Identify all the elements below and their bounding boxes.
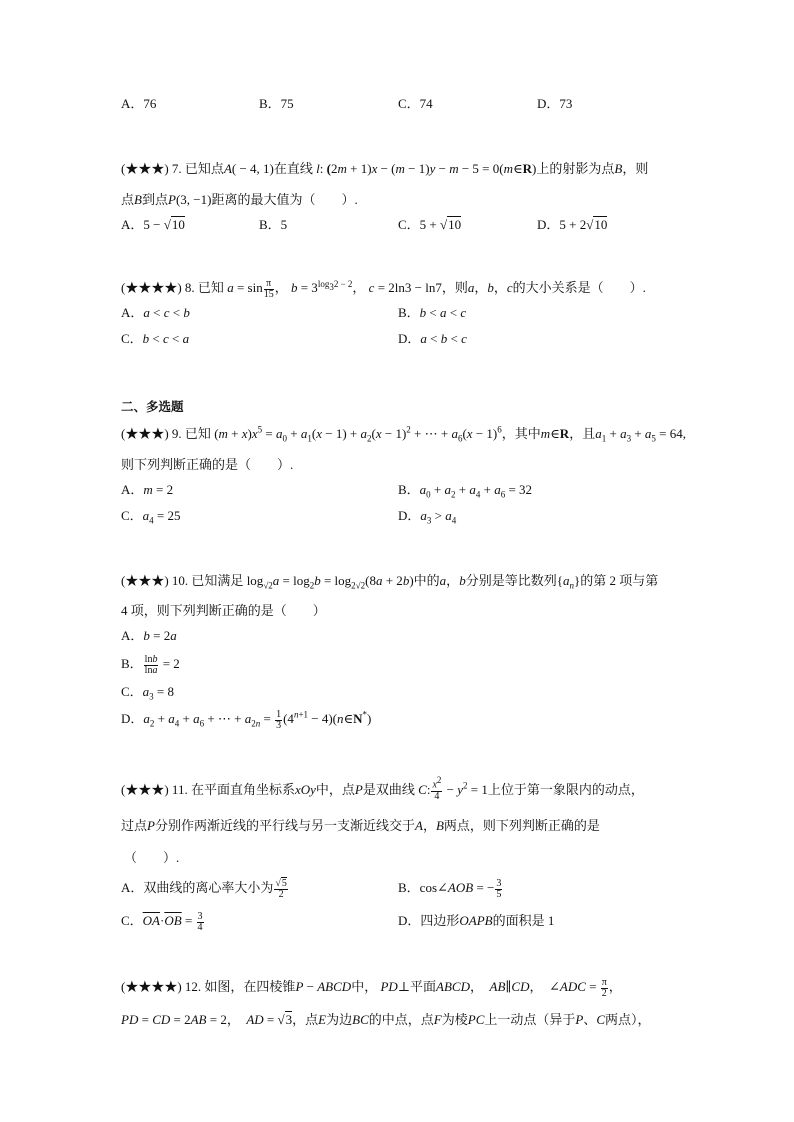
q12-stars: (★★★★) (121, 979, 182, 994)
q10-text: 分别是等比数列 (465, 573, 557, 588)
q9-text: 其中 (514, 426, 541, 441)
q7-option-b: B．5 (259, 217, 288, 232)
q12-text: 两点）， (605, 1012, 651, 1027)
q9-number: 9. (171, 426, 182, 441)
q12-text: 如图，在四棱锥 (204, 979, 296, 994)
q8-option-b: B．b < a < c (398, 305, 467, 320)
q8-option-a: A．a < c < b (121, 305, 190, 320)
q10-text: 的第 2 项与第 (580, 573, 659, 588)
q12-text: 的中点，点 (368, 1012, 434, 1027)
q10-number: 10. (171, 573, 189, 588)
q10-text: 中的 (413, 573, 440, 588)
q11-option-d: D．四边形OAPB的面积是 1 (398, 913, 555, 928)
q10-option-d: D．$a_2 + a_4 + a_6$ + ⋯ + $a_{2n}$ = $\frac{1}{3}$ ($4^{n+1}$ − 4)(n∈N*) (121, 708, 372, 731)
q9-text: 且 (582, 426, 596, 441)
q7-stars: (★★★) (121, 161, 169, 176)
q7-option-a: A．5 − √10 (121, 217, 185, 232)
q11-text: 中，点 (315, 782, 355, 797)
q12-line-2: PD = CD = 2AB = 2， AD = √3，点E为边BC的中点，点F为棱PC上一动点（异于P、C两点）， (121, 1012, 651, 1027)
q6-option-b: B．75 (259, 96, 294, 111)
q12-text: 为棱 (441, 1012, 468, 1027)
q8-option-d: D．a < b < c (398, 331, 467, 346)
q12-text: 上一动点（异于 (484, 1012, 576, 1027)
q11-text: 分别作两渐近线的平行线与另一支渐近线交于 (154, 818, 415, 833)
q12-line-1: (★★★★) 12. 如图，在四棱锥P − ABCD中， PD⊥平面ABCD， AB∥CD， ∠ADC = $\frac{\pi}{2}$ ， (121, 976, 622, 999)
q7-text: 距离的最大值为（ ）. (211, 192, 358, 207)
q8-line-1: (★★★★) 8. 已知 a = sin $\frac{\pi}{15}$ ， $b = 3^{log_32 - 2}$， c = 2ln3 − ln7，则a，b，c的大小关系是（ ）. (121, 277, 646, 300)
q10-option-c: C．$a_3 = 8$ (121, 684, 175, 702)
q11-line-1: (★★★) 11. 在平面直角坐标系xOy中，点P是双曲线 C: $\frac{x^2}{4}$ − $y^2 = 1$上位于第一象限内的动点， (121, 775, 644, 802)
q10-option-a: A．b = 2a (121, 628, 177, 643)
q7-option-d: D．5 + 2√10 (537, 217, 608, 232)
q8-stars: (★★★★) (121, 280, 182, 295)
q11-option-a: A．双曲线的离心率大小为 $\frac{√5}{2}$ (121, 877, 287, 900)
q6-option-d: D．73 (537, 96, 573, 111)
section-title: 二、多选题 (121, 399, 184, 414)
q10-stars: (★★★) (121, 573, 169, 588)
q11-number: 11. (171, 782, 188, 797)
q9-text: 已知 (184, 426, 211, 441)
q7-text: 已知点 (184, 161, 224, 176)
q12-text: 点 (305, 1012, 319, 1027)
q8-text: 的大小关系是（ ）. (512, 280, 646, 295)
q11-text: 两点，则下列判断正确的是 (443, 818, 600, 833)
q11-line-3: （ ）. (124, 850, 180, 865)
q7-number: 7. (171, 161, 182, 176)
q12-text: 平面 (410, 979, 437, 994)
q6-option-c: C．74 (398, 96, 433, 111)
q11-text: 过点 (121, 818, 148, 833)
q9-option-d: D．$a_3 > a_4$ (398, 508, 457, 526)
q11-text: 是双曲线 (362, 782, 415, 797)
q9-line-1: (★★★) 9. 已知 $(m + x)x^5 = a_0 + a_1(x - 1) + a_2(x - 1)^2$ + ⋯ + $a_6(x - 1)^6$，其中m∈R，且$a_1 + a_3 + a_5 = 64$, (121, 424, 686, 444)
q8-option-c: C．b < c < a (121, 331, 190, 346)
q12-number: 12. (184, 979, 202, 994)
q9-option-b: B．$a_0 + a_2 + a_4 + a_6 = 32$ (398, 482, 533, 500)
q7-text: 点 (121, 192, 135, 207)
q12-text: 中， (351, 979, 378, 994)
q8-number: 8. (184, 280, 195, 295)
q11-option-c: C．$\overline{OA}\cdot\overline{OB}$ = $\frac{3}{4}$ (121, 910, 203, 933)
q9-line-2: 则下列判断正确的是（ ）. (121, 457, 294, 472)
q8-text: 已知 (197, 280, 224, 295)
q6-option-a: A．76 (121, 96, 157, 111)
q11-line-2: 过点P分别作两渐近线的平行线与另一支渐近线交于A，B两点，则下列判断正确的是 (121, 818, 600, 833)
q7-option-c: C．5 + √10 (398, 217, 462, 232)
q7-text: ，则 (622, 161, 649, 176)
q11-option-b: B．cos∠AOB = − $\frac{3}{5}$ (398, 877, 502, 900)
q7-line-2: 点B到点P(3, −1)距离的最大值为（ ）. (121, 192, 358, 207)
q11-stars: (★★★) (121, 782, 169, 797)
q9-option-a: A．m = 2 (121, 482, 174, 497)
q12-text: 为边 (326, 1012, 353, 1027)
q10-option-b: B． $\frac{\ln b}{\ln a}$ = 2 (121, 653, 180, 676)
q10-line-2: 4 项，则下列判断正确的是（ ） (121, 603, 326, 618)
q11-text: 在平面直角坐标系 (190, 782, 295, 797)
q8-text: 则 (454, 280, 468, 295)
q9-stars: (★★★) (121, 426, 169, 441)
q9-option-c: C．$a_4 = 25$ (121, 508, 181, 526)
q7-text: 上的射影为点 (536, 161, 615, 176)
q11-text: 上位于第一象限内的动点， (487, 782, 644, 797)
q10-text: 已知满足 (191, 573, 244, 588)
q7-line-1: (★★★) 7. 已知点A( − 4, 1)在直线 l: (2m + 1)x − (m − 1)y − m − 5 = 0(m∈R)上的射影为点B，则 (121, 161, 649, 176)
q7-text: 在直线 (273, 161, 313, 176)
q7-text: 到点 (141, 192, 168, 207)
q10-line-1: (★★★) 10. 已知满足 $\log_{√2}a = \log_2b = \log_{2√2}(8a + 2b)$中的a，b分别是等比数列$\{a_n\}$的第 2 项与第 (121, 573, 659, 591)
